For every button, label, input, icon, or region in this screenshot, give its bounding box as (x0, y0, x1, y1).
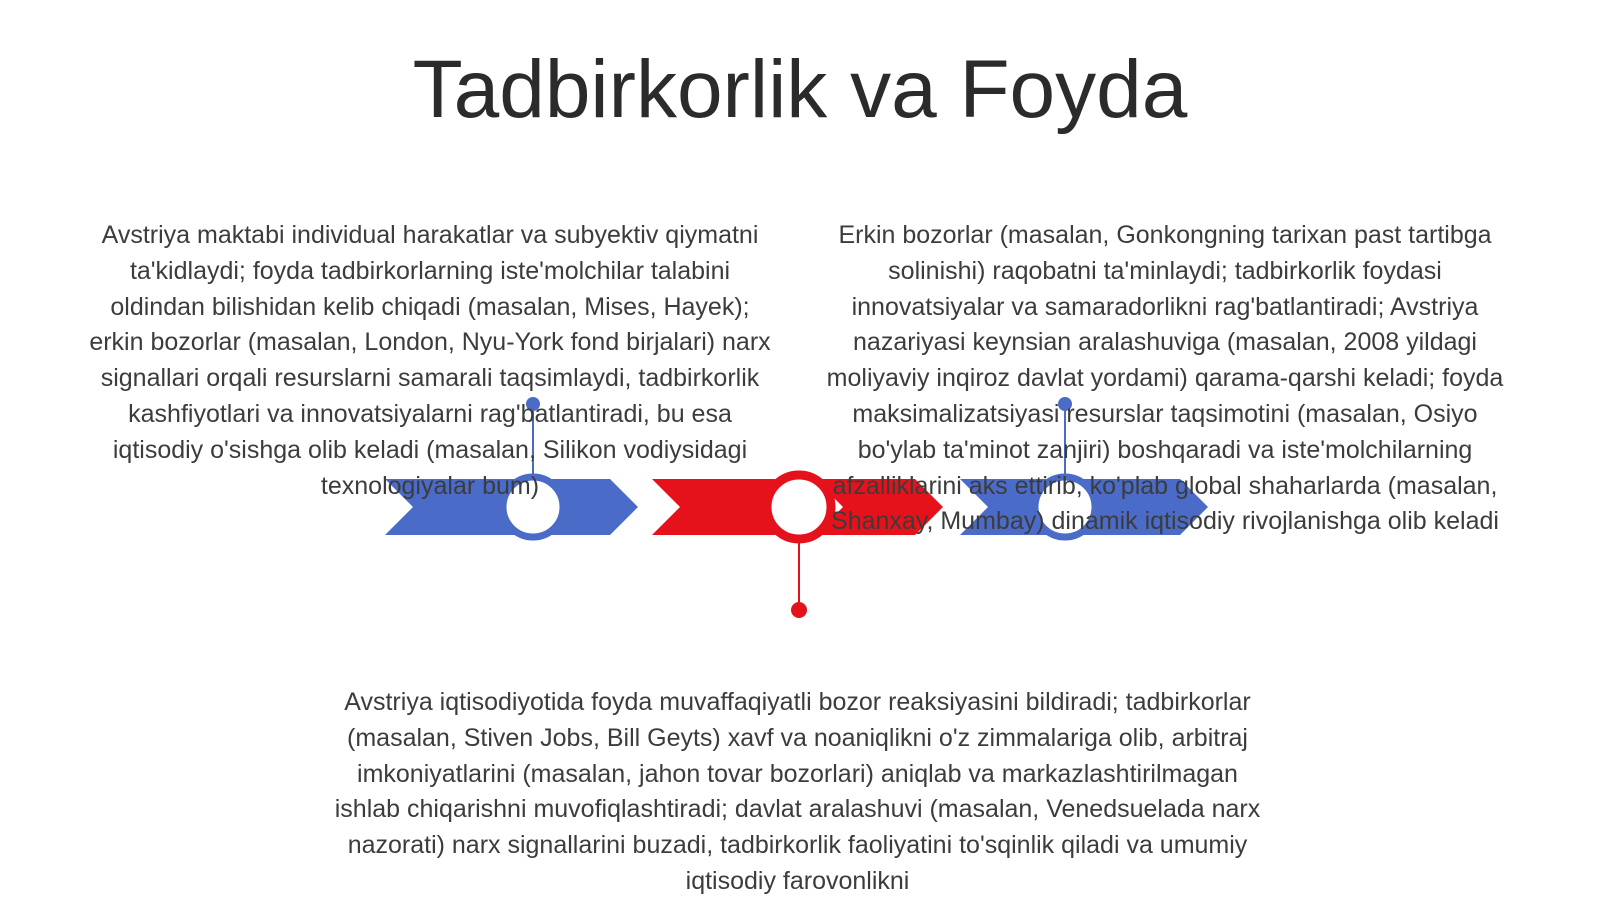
text-block-bottom: Avstriya iqtisodiyotida foyda muvaffaqiyatli bozor reaksiyasini bildiradi; tadbirkorlar (masalan, Stiven Jobs, Bill Geyts) xavf va noaniqlikni o'z zimmalariga olib, arbitraj imkoniyatlarini (masalan, jahon tovar bozorlari) aniqlab va markazlashtirilmagan ishlab chiqarishni muvofiqlashtiradi; davlat aralashuvi (masalan, Venedsuelada narx nazorati) narx signallarini buzadi, tadbirkorlik faoliyatini to'sqinlik qiladi va umumiy iqtisodiy farovonlikni (334, 688, 1261, 895)
slide-title: Tadbirkorlik va Foyda (412, 44, 1188, 135)
timeline-dot-center (791, 602, 807, 618)
text-block-left: Avstriya maktabi individual harakatlar va subyektiv qiymatni ta'kidlaydi; foyda tadbirkorlarning iste'molchilar talabini oldindan bilishidan kelib chiqadi (masalan, Mises, Hayek); erkin bozorlar (masalan, London, Nyu-York fond birjalari) narx signallari orqali resurslarni samarali taqsimlaydi, tadbirkorlik kashfiyotlari va innovatsiyalarni rag'batlantiradi, bu esa iqtisodiy o'sishga olib keladi (masalan, Silikon vodiysidagi texnologiyalar bum) (89, 221, 771, 500)
text-block-right: Erkin bozorlar (masalan, Gonkongning tarixan past tartibga solinishi) raqobatni ta'minlaydi; tadbirkorlik foydasi innovatsiyalar va samaradorlikni rag'batlantiradi; Avstriya nazariyasi keynsian aralashuviga (masalan, 2008 yildagi moliyaviy inqiroz davlat yordami) qarama-qarshi keladi; foyda maksimalizatsiyasi resurslar taqsimotini (masalan, Osiyo bo'ylab ta'minot zanjiri) boshqaradi va iste'molchilarning afzalliklarini aks ettirib, ko'plab global shaharlarda (masalan, Shanxay, Mumbay) dinamik iqtisodiy rivojlanishga olib keladi (826, 221, 1504, 536)
